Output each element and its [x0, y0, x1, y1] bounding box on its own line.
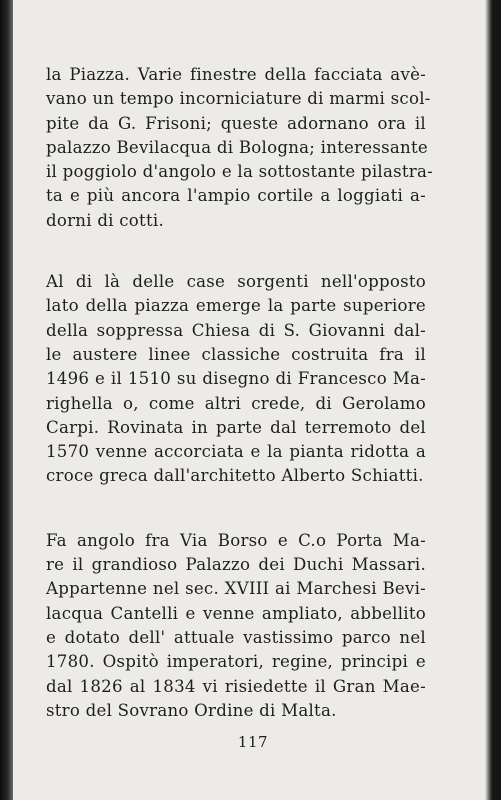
text-line: Appartenne nel sec. XVIII ai Marchesi Bevi-	[46, 579, 426, 599]
paragraph-2	[46, 270, 426, 489]
text-line: pite da G. Frisoni; queste adornano ora il	[46, 113, 426, 133]
text-line: della soppressa Chiesa di S. Giovanni dal-	[46, 320, 426, 340]
text-line: stro del Sovrano Ordine di Malta.	[46, 700, 337, 720]
text-line: croce greca dall'architetto Alberto Schiatti.	[46, 466, 424, 486]
text-line: dorni di cotti.	[46, 210, 164, 230]
paragraph-1	[46, 63, 433, 233]
text-line: re il grandioso Palazzo dei Duchi Massari.	[46, 555, 426, 575]
text-line: lato della piazza emerge la parte superiore	[46, 296, 426, 316]
text-line: vano un tempo incorniciature di marmi scol-	[46, 89, 431, 109]
text-line: lacqua Cantelli e venne ampliato, abbellito	[46, 603, 426, 623]
text-line: 1496 e il 1510 su disegno di Francesco Ma-	[46, 369, 426, 389]
text-line: le austere linee classiche costruita fra il	[46, 344, 426, 364]
page-edge-shadow	[485, 0, 493, 800]
book-spine-shadow	[0, 0, 13, 800]
page-number: 117	[237, 733, 269, 751]
text-line: Carpi. Rovinata in parte dal terremoto del	[46, 417, 426, 437]
text-line: la Piazza. Varie finestre della facciata avè-	[46, 65, 426, 84]
text-line: ta e più ancora l'ampio cortile a loggiati a-	[46, 186, 426, 206]
text-line: Al di là delle case sorgenti nell'opposto	[46, 272, 426, 292]
text-line: 1570 venne accorciata e la pianta ridotta a	[46, 442, 426, 462]
text-line: palazzo Bevilacqua di Bologna; interessante	[46, 137, 428, 157]
paragraph-3	[46, 529, 426, 723]
text-line: Fa angolo fra Via Borso e C.o Porta Ma-	[46, 530, 426, 550]
text-line: righella o, come altri crede, di Gerolamo	[46, 393, 426, 413]
text-line: 1780. Ospitò imperatori, regine, principi e	[46, 652, 426, 672]
text-line: dal 1826 al 1834 vi risiedette il Gran Mae-	[46, 676, 426, 696]
text-line: e dotato dell' attuale vastissimo parco nel	[46, 627, 426, 647]
text-line: il poggiolo d'angolo e la sottostante pilastra-	[46, 162, 433, 182]
book-page	[13, 0, 493, 800]
body-text	[46, 63, 433, 723]
